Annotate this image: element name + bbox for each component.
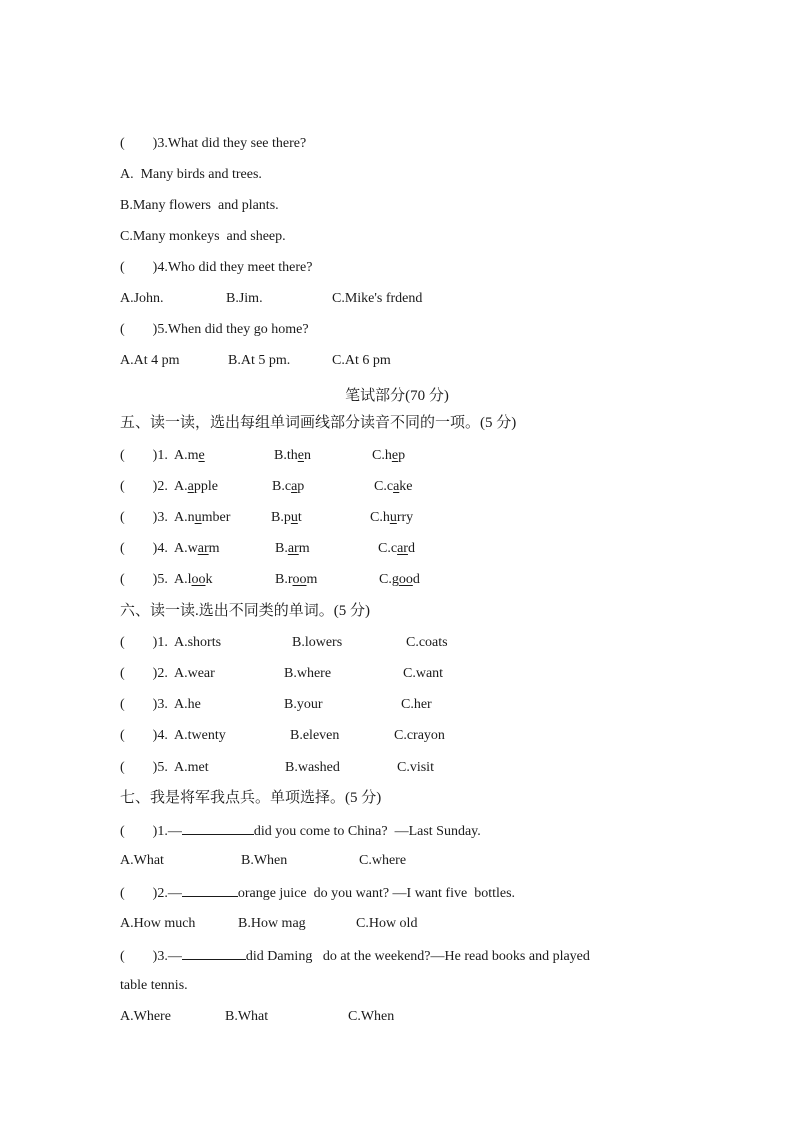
option-c: C.hep [372,448,406,463]
section-heading: 七、我是将军我点兵。单项选择。(5 分) [120,790,382,806]
option-a: A.apple [174,479,218,494]
question-row [120,727,540,745]
question-stem: ( )4.Who did they meet there? [120,260,313,275]
options-row [120,915,540,933]
question-number: ( )3. [120,697,168,712]
option-a: A.look [174,572,213,587]
option-a: A.What [120,853,164,868]
option-b: B.where [284,666,332,681]
answer-blank [182,883,238,897]
option-b: B.eleven [290,728,340,743]
answer-blank [182,821,254,835]
option-b: B.your [284,697,323,712]
question-number: ( )2. [120,479,168,494]
option-c: C.Many monkeys and sheep. [120,229,286,244]
option-c: C.want [403,666,444,681]
option-a: A.warm [174,541,220,556]
options-row [120,852,540,870]
question-stem: ( )5.When did they go home? [120,322,309,337]
option-c: C.hurry [370,510,414,525]
options-row [120,352,520,370]
option-a: A.wear [174,666,215,681]
option-b: B.then [274,448,311,463]
option-a: A.John. [120,291,164,306]
section-heading: 六、读一读.选出不同类的单词。(5 分) [120,603,370,619]
question-row [120,540,540,558]
question-row [120,665,540,683]
option-b: B.What [225,1009,269,1024]
question-number: ( )4. [120,541,168,556]
option-c: C.crayon [394,728,445,743]
question-number: ( )2. [120,666,168,681]
option-a: A.shorts [174,635,222,650]
option-c: C.When [348,1009,395,1024]
question-number: ( )3. [120,510,168,525]
option-b: B.arm [275,541,310,556]
question-row [120,509,540,527]
written-part-title: 笔试部分(70 分) [345,388,449,404]
option-a: A.number [174,510,231,525]
option-b: B.Jim. [226,291,263,306]
question-stem: ( )2.— orange juice do you want? —I want five bottles. [120,883,515,903]
option-c: C.cake [374,479,413,494]
options-row [120,1008,540,1026]
question-row [120,447,540,465]
option-b: B.When [241,853,288,868]
option-a: A.Where [120,1009,171,1024]
question-stem: ( )1.— did you come to China? —Last Sunday. [120,821,481,841]
option-c: C.her [401,697,432,712]
question-row [120,634,540,652]
option-c: C.where [359,853,407,868]
option-c: C.good [379,572,420,587]
option-b: B.lowers [292,635,343,650]
option-a: A. Many birds and trees. [120,167,262,182]
option-b: B.washed [285,760,340,775]
option-c: C.visit [397,760,434,775]
option-b: B.Many flowers and plants. [120,198,279,213]
option-c: C.At 6 pm [332,353,391,368]
question-number: ( )1. [120,448,168,463]
option-b: B.room [275,572,318,587]
question-row [120,759,540,777]
option-a: A.met [174,760,209,775]
option-a: A.me [174,448,205,463]
option-a: A.At 4 pm [120,353,180,368]
question-number: ( )5. [120,572,168,587]
option-c: C.Mike's frdend [332,291,423,306]
option-c: C.How old [356,916,418,931]
question-row [120,571,540,589]
question-stem: ( )3.— did Daming do at the weekend?—He read books and played [120,946,590,966]
option-b: B.cap [272,479,305,494]
question-row [120,696,540,714]
options-row [120,290,520,308]
answer-blank [182,946,246,960]
option-a: A.he [174,697,201,712]
option-b: B.put [271,510,302,525]
question-number: ( )5. [120,760,168,775]
option-b: B.How mag [238,916,306,931]
question-row [120,478,540,496]
question-stem: ( )3.What did they see there? [120,136,307,151]
option-c: C.coats [406,635,448,650]
option-b: B.At 5 pm. [228,353,291,368]
option-c: C.card [378,541,415,556]
question-number: ( )1. [120,635,168,650]
question-number: ( )4. [120,728,168,743]
option-a: A.twenty [174,728,226,743]
option-a: A.How much [120,916,196,931]
section-heading: 五、读一读，选出每组单词画线部分读音不同的一项。(5 分) [120,415,517,431]
question-continuation: table tennis. [120,978,188,993]
